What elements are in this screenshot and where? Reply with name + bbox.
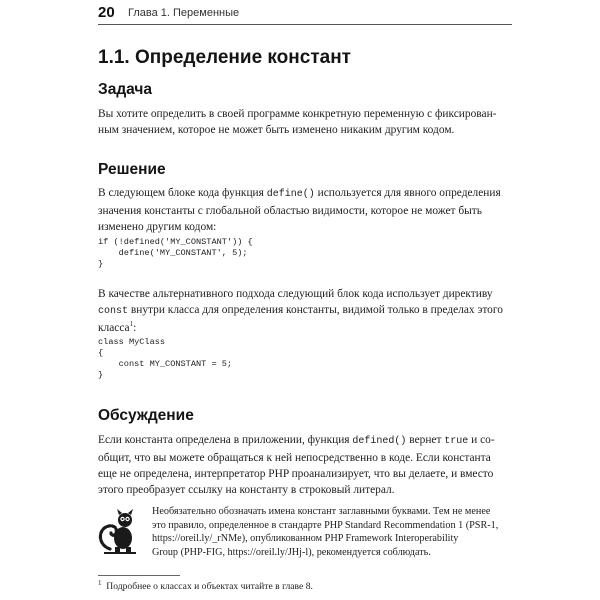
discussion-text-a: Если константа определена в приложении, функция: [98, 434, 353, 446]
problem-line-2: ным значением, которое не может быть изменено никаким другим кодом.: [98, 124, 455, 136]
discussion-line-2: общит, что вы можете обращаться к ней непосредственно в коде. Если константа: [98, 452, 491, 464]
note-line-1: Необязательно обозначать имена констант заглавными буквами. Тем не менее: [152, 506, 491, 517]
solution-p1-text-b: используется для явного определения: [314, 187, 501, 199]
discussion-line-4: этого преобразует ссылку на константу в строковый литерал.: [98, 484, 395, 496]
solution-paragraph-2: [98, 286, 512, 336]
solution-p2-text: внутри класса для определения константы, видимой только в пределах этого: [128, 304, 503, 316]
problem-paragraph: [98, 106, 512, 138]
solution-p2-line-3: [98, 320, 512, 336]
inline-code-const: const: [98, 306, 129, 317]
solution-paragraph-1: [98, 185, 512, 235]
code-line: define('MY_CONSTANT', 5);: [98, 248, 248, 258]
running-header: [98, 4, 512, 22]
note-line-3: https://oreil.ly/_rNMe), опубликованном PHP Framework Interoperability: [152, 533, 459, 544]
code-line: class MyClass: [98, 337, 166, 347]
discussion-paragraph: [98, 432, 512, 498]
problem-line-1: Вы хотите определить в своей программе конкретную переменную с фиксирован-: [98, 108, 497, 120]
section-title: 1.1. Определение констант: [98, 47, 351, 68]
footnote-text: Подробнее о классах и объектах читайте в главе 8.: [106, 581, 313, 592]
discussion-text-c: и со-: [468, 434, 495, 446]
note-line-2: это правило, определенное в стандарте PHP Standard Recommendation 1 (PSR-1,: [152, 519, 499, 531]
solution-p1-line-3: изменено другим кодом:: [98, 221, 217, 233]
discussion-text-b: вернет: [406, 434, 445, 446]
discussion-line-3: еще не определена, интерпретатор PHP проанализирует, что вы делаете, и вместо: [98, 468, 494, 480]
code-block-2: [98, 337, 512, 381]
solution-p2-word: класса: [98, 322, 130, 334]
note-box: [152, 505, 512, 559]
solution-p1-line-1: [98, 185, 512, 203]
inline-code-define: define(): [266, 189, 315, 200]
discussion-line-1: [98, 432, 512, 450]
code-line: if (!defined('MY_CONSTANT')) {: [98, 237, 253, 247]
header-rule: [98, 24, 512, 25]
solution-p2-line-1: В качестве альтернативного подхода следующий блок кода использует директиву: [98, 288, 493, 300]
problem-heading: Задача: [98, 81, 153, 98]
solution-p2-line-2: [98, 302, 512, 320]
inline-code-true: true: [444, 436, 469, 447]
solution-p2-colon: :: [133, 322, 137, 334]
chapter-title: Глава 1. Переменные: [128, 7, 240, 19]
solution-p1-line-2: значения константы с глобальной областью видимости, которое не может быть: [98, 205, 482, 217]
inline-code-defined: defined(): [352, 436, 407, 447]
code-line: }: [98, 370, 104, 380]
discussion-heading: Обсуждение: [98, 407, 194, 424]
page-number: 20: [98, 4, 115, 21]
footnote-reference: 1: [129, 320, 134, 329]
footnote: [98, 578, 512, 593]
code-line: {: [98, 348, 104, 358]
note-line-4: Group (PHP-FIG, https://oreil.ly/JHj-l), рекомендуется соблюдать.: [152, 546, 431, 558]
code-block-1: [98, 237, 512, 270]
solution-p1-text-a: В следующем блоке кода функция: [98, 187, 267, 199]
footnote-rule: [98, 575, 180, 576]
lemur-icon: [96, 505, 140, 555]
code-line: }: [98, 259, 104, 269]
footnote-number: 1: [98, 578, 102, 587]
solution-heading: Решение: [98, 161, 166, 178]
code-line: const MY_CONSTANT = 5;: [98, 359, 233, 369]
